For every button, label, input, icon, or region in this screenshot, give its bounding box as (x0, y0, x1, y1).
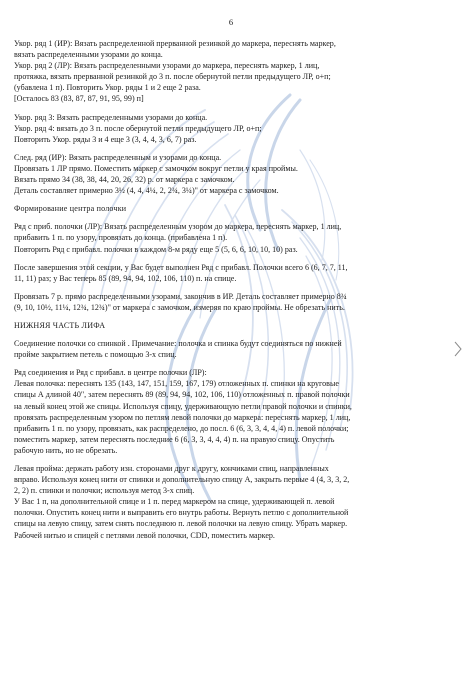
text-line: полочки. Опустить конец нити и выправить его внутрь работы. Вернуть петлю с дополнительной (14, 508, 349, 518)
text-line: Левая пройма: держать работу изн. сторонами друг к другу, кончиками спиц, направленных (14, 464, 329, 473)
text-line: прибавить 1 п. по узору, провязать, как распределено, до посл. 6 (6, 3, 3, 4, 4, 4) п. левой полочки; (14, 423, 349, 433)
text-line: Рабочей нитью и спицей с петлями левой полочки, CDD, поместить маркер. (14, 530, 275, 540)
text-line: [Осталось 83 (83, 87, 87, 91, 95, 99) п] (14, 94, 144, 104)
text-line: Левая полочка: переснять 135 (143, 147, 151, 159, 167, 179) отложенных п. спинки на круговые (14, 379, 339, 389)
text-line: пройме закрытием петель с помощью 3-х спиц. (14, 350, 177, 360)
page-number: 6 (228, 17, 234, 27)
text-line: вязать распределенными узорами до конца. (14, 50, 163, 60)
text-line: Ряд с приб. полочки (ЛР): Вязать распределенным узором до маркера, переснять маркер, 1 лиц, (14, 222, 342, 232)
text-line: След. ряд (ИР): Вязать распределенным и узорами до конца. (14, 152, 222, 162)
text-line: 11, 11) раз; у Вас теперь 85 (89, 94, 94, 102, 106, 110) п. на спице. (14, 273, 237, 283)
text-line: (9, 10, 10½, 11¼, 12¾, 12¾)" от маркера с замочком, измеряя по краю проймы. Не обрезать нить. (14, 302, 345, 312)
text-line: поместить маркер, затем переснять последние 6 (6, 3, 3, 4, 4, 4) п. на правую спицу. Опустить (14, 434, 335, 444)
text-line: на левый конец этой же спицы. Используя спицу, удерживающую петли правой полочки и спинки, (14, 401, 352, 411)
paragraph-knit-straight (14, 291, 450, 313)
section-heading-front-center (14, 203, 450, 214)
text-line: Укор. ряд 3: Вязать распределенными узорами до конца. (14, 112, 208, 122)
paragraph-joining-row (14, 367, 450, 456)
section-heading-lower-bodice (14, 320, 450, 331)
text-line: 2, 2) п. спинки и полочки; используя метод 3-х спиц. (14, 486, 195, 496)
paragraph-joining-front-back (14, 338, 450, 360)
text-line: провязать распределенным узором по петлям левой полочки до маркера: переснять маркер, 1 лиц, (14, 412, 351, 422)
text-line: (убавлена 1 п). Повторить Укор. ряды 1 и 2 еще 2 раза. (14, 83, 201, 93)
text-line: вправо. Используя конец нити от спинки и дополнительную спицу А, закрыть первые 4 (4, 3, 3, 2, (14, 475, 350, 485)
text-line: прибавить 1 п. по узору, провязать до конца. (прибавлена 1 п). (14, 233, 228, 243)
paragraph-front-increase-row (14, 221, 450, 254)
text-line: Укор. ряд 2 (ЛР): Вязать распределенными узорами до маркера, переснять маркер, 1 лиц, (14, 61, 320, 71)
text-line: Вязать прямо 34 (38, 38, 44, 20, 26, 32) р. от маркера с замочком. (14, 175, 235, 185)
text-line: Провязать 7 р. прямо распределенными узорами, закончив в ИР. Деталь составляет примерно 8¾ (14, 291, 347, 301)
section-heading: Формирование центра полочки (14, 204, 127, 214)
page-edge-marker (454, 340, 462, 358)
section-heading: НИЖНЯЯ ЧАСТЬ ЛИФА (14, 320, 106, 330)
text-line: Повторить Ряд с прибавл. полочки в каждом 8-м ряду еще 5 (5, 6, 6, 10, 10, 10) раз. (14, 244, 298, 254)
text-line: Деталь составляет примерно 3½ (4, 4, 4¼, 2, 2¾, 3¼)" от маркера с замочком. (14, 186, 279, 196)
paragraph-short-rows-1-2 (14, 38, 450, 105)
text-line: Повторить Укор. ряды 3 и 4 еще 3 (3, 4, 4, 3, 6, 7) раз. (14, 134, 197, 144)
text-line: После завершения этой секции, у Вас будет выполнен Ряд с прибавл. Полочки всего 6 (6, 7, 7, 11, (14, 262, 348, 272)
paragraph-next-row (14, 152, 450, 196)
text-line: протяжка, вязать прерванной резинкой до 3 п. после обернутой петли предыдущего ЛР, о+п; (14, 72, 331, 82)
paragraph-left-armhole (14, 463, 450, 541)
text-line: Укор. ряд 4: вязать до 3 п. после обернутой петли предыдущего ЛР, о+п; (14, 123, 262, 133)
text-line: Провязать 1 ЛР прямо. Поместить маркер с замочком вокруг петли у края проймы. (14, 163, 298, 173)
text-line: У Вас 1 п, на дополнительной спице и 1 п. перед маркером на спице, удерживающей п. левой (14, 497, 335, 507)
text-line: Соединение полочки со спинкой . Примечание: полочка и спинка будут соединяться по нижней (14, 339, 342, 349)
text-line: Укор. ряд 1 (ИР): Вязать распределенной прерванной резинкой до маркера, переснять маркер, (14, 39, 336, 48)
text-line: спицы на левую спицу, затем снять последнюю п. левой полочки на левую спицу. Убрать маркер. (14, 519, 348, 529)
text-line: рабочую нить, но не обрезать. (14, 445, 118, 455)
paragraph-section-summary (14, 262, 450, 284)
paragraph-short-rows-3-4 (14, 112, 450, 145)
page-body (14, 38, 450, 541)
text-line: Ряд соединения и Ряд с прибавл. в центре полочки (ЛР): (14, 368, 207, 378)
text-line: спицы А длиной 40", затем переснять 89 (89, 94, 94, 102, 106, 110) отложенных п. правой полочки (14, 390, 350, 400)
